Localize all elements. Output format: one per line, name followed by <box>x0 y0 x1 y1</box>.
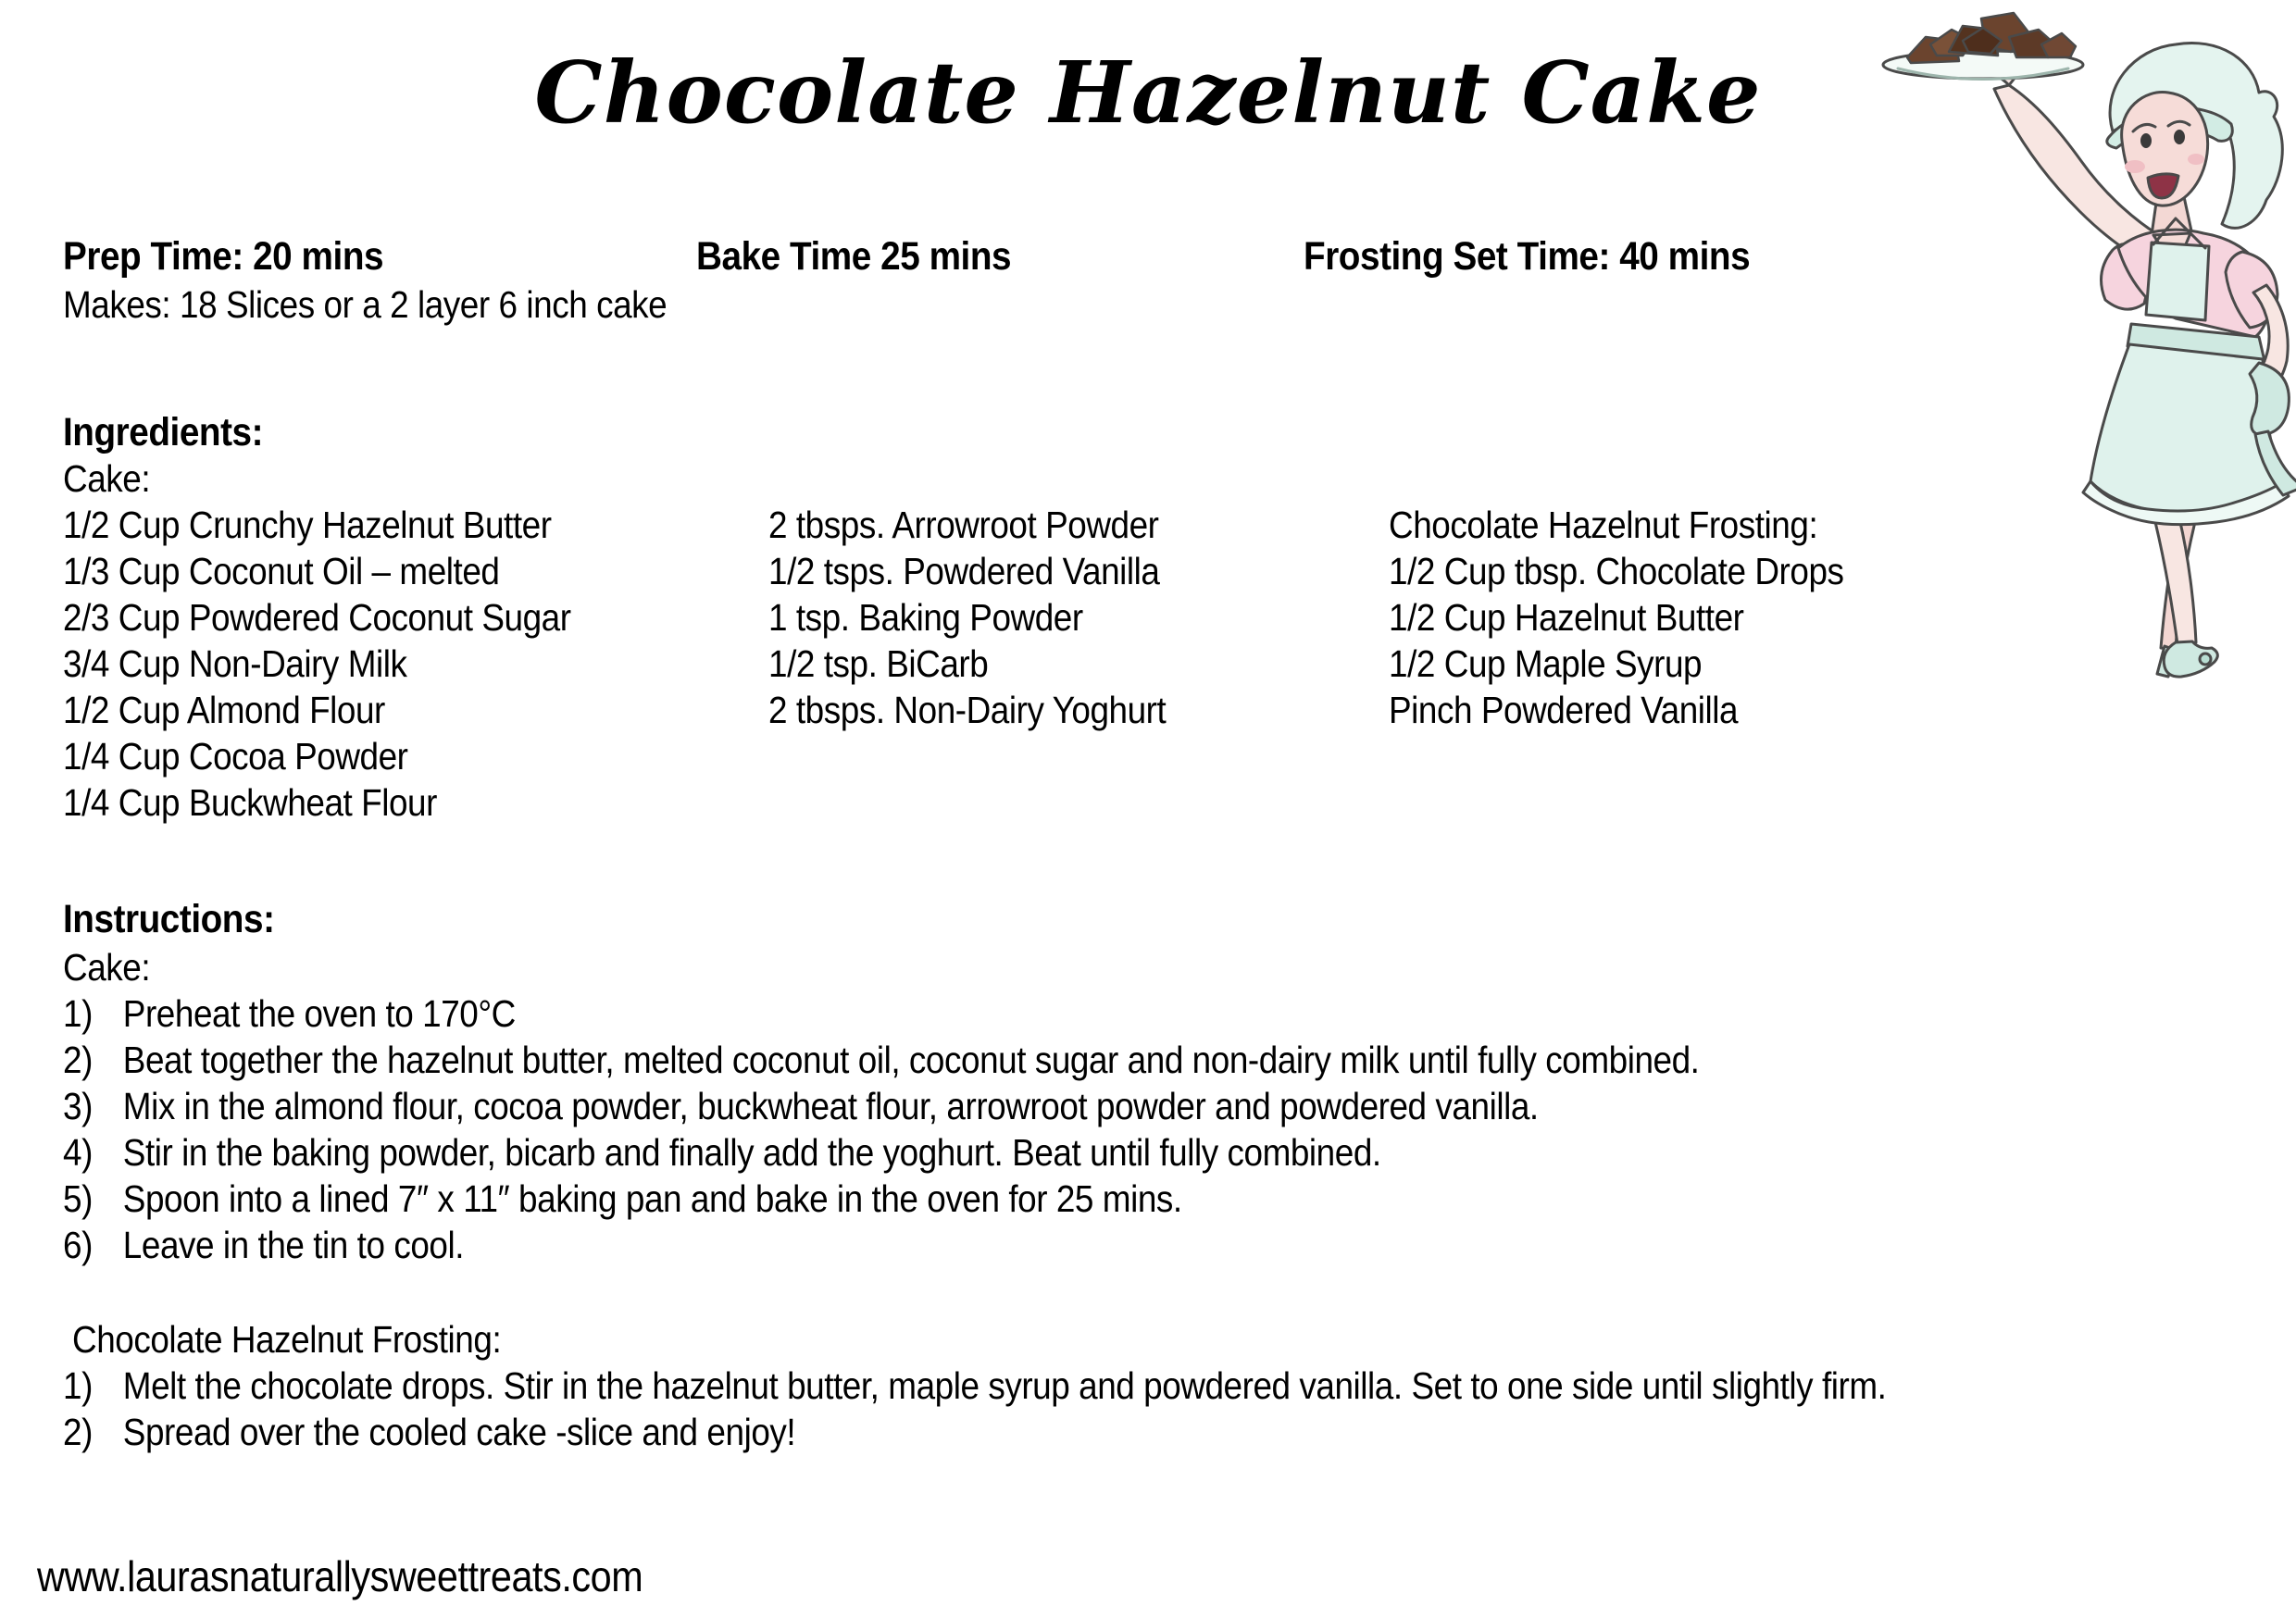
ingredient-item: 1/3 Cup Coconut Oil – melted <box>63 550 500 592</box>
baker-illustration-svg <box>1870 0 2296 768</box>
step-text: Preheat the oven to 170°C <box>122 992 516 1035</box>
instructions-cake-label: Cake: <box>63 946 151 989</box>
instruction-step <box>63 1409 795 1455</box>
ingredient-item: 1/2 Cup Maple Syrup <box>1389 642 1703 685</box>
ingredient-item: Pinch Powdered Vanilla <box>1389 689 1739 731</box>
instruction-step <box>63 1222 464 1268</box>
ingredient-item: 1/2 tsp. BiCarb <box>768 642 989 685</box>
ingredient-item: 2 tbsps. Arrowroot Powder <box>768 504 1159 546</box>
ingredient-item: 1/2 Cup tbsp. Chocolate Drops <box>1389 550 1844 592</box>
instruction-step <box>63 990 516 1037</box>
ingredient-item: 1/2 Cup Almond Flour <box>63 689 385 731</box>
ingredient-item: 3/4 Cup Non-Dairy Milk <box>63 642 407 685</box>
prep-time: Prep Time: 20 mins <box>63 234 384 279</box>
website-url: www.laurasnaturallysweettreats.com <box>37 1552 643 1600</box>
step-number: 6) <box>63 1224 93 1266</box>
brownies <box>1907 13 2076 63</box>
baker-face <box>2122 93 2208 206</box>
step-number: 2) <box>63 1411 93 1453</box>
step-number: 5) <box>63 1177 93 1220</box>
step-text: Mix in the almond flour, cocoa powder, buckwheat flour, arrowroot powder and powdered vanilla. <box>122 1085 1539 1127</box>
instruction-step <box>63 1037 1699 1083</box>
instruction-step <box>63 1176 1182 1222</box>
ingredient-item: 1/2 tsps. Powdered Vanilla <box>768 550 1160 592</box>
makes-line: Makes: 18 Slices or a 2 layer 6 inch cake <box>63 283 668 326</box>
ingredients-heading: Ingredients: <box>63 410 264 454</box>
step-text: Leave in the tin to cool. <box>122 1224 465 1266</box>
step-number: 1) <box>63 1364 93 1407</box>
ingredient-item: 1 tsp. Baking Powder <box>768 596 1083 639</box>
ingredient-item: 1/2 Cup Crunchy Hazelnut Butter <box>63 504 552 546</box>
instructions-heading: Instructions: <box>63 897 275 941</box>
step-number: 2) <box>63 1039 93 1081</box>
step-number: 1) <box>63 992 93 1035</box>
ingredients-cake-label: Cake: <box>63 457 151 500</box>
ingredient-item: 1/2 Cup Hazelnut Butter <box>1389 596 1744 639</box>
ingredient-item: 1/4 Cup Cocoa Powder <box>63 735 408 778</box>
instruction-step <box>63 1083 1539 1129</box>
ingredient-item: 1/4 Cup Buckwheat Flour <box>63 781 437 824</box>
baker-shoes <box>2157 641 2217 677</box>
step-number: 4) <box>63 1131 93 1174</box>
step-text: Stir in the baking powder, bicarb and finally add the yoghurt. Beat until fully combined. <box>122 1131 1381 1174</box>
baker-illustration <box>1870 0 2296 768</box>
ingredient-item: 2/3 Cup Powdered Coconut Sugar <box>63 596 571 639</box>
step-text: Spread over the cooled cake -slice and enjoy! <box>122 1411 796 1453</box>
frosting-instructions-label: Chocolate Hazelnut Frosting: <box>72 1318 502 1361</box>
frosting-set-time: Frosting Set Time: 40 mins <box>1304 234 1751 279</box>
step-text: Beat together the hazelnut butter, melted coconut oil, coconut sugar and non-dairy milk until fully combined. <box>122 1039 1700 1081</box>
instruction-step <box>63 1129 1381 1176</box>
instruction-step <box>63 1363 1886 1409</box>
bake-time: Bake Time 25 mins <box>696 234 1012 279</box>
step-number: 3) <box>63 1085 93 1127</box>
step-text: Spoon into a lined 7″ x 11″ baking pan and bake in the oven for 25 mins. <box>122 1177 1182 1220</box>
frosting-ingredients-heading: Chocolate Hazelnut Frosting: <box>1389 504 1818 546</box>
recipe-title: Chocolate Hazelnut Cake <box>534 43 1762 143</box>
ingredient-item: 2 tbsps. Non-Dairy Yoghurt <box>768 689 1167 731</box>
step-text: Melt the chocolate drops. Stir in the hazelnut butter, maple syrup and powdered vanilla. Set to one side until slightly firm. <box>122 1364 1887 1407</box>
